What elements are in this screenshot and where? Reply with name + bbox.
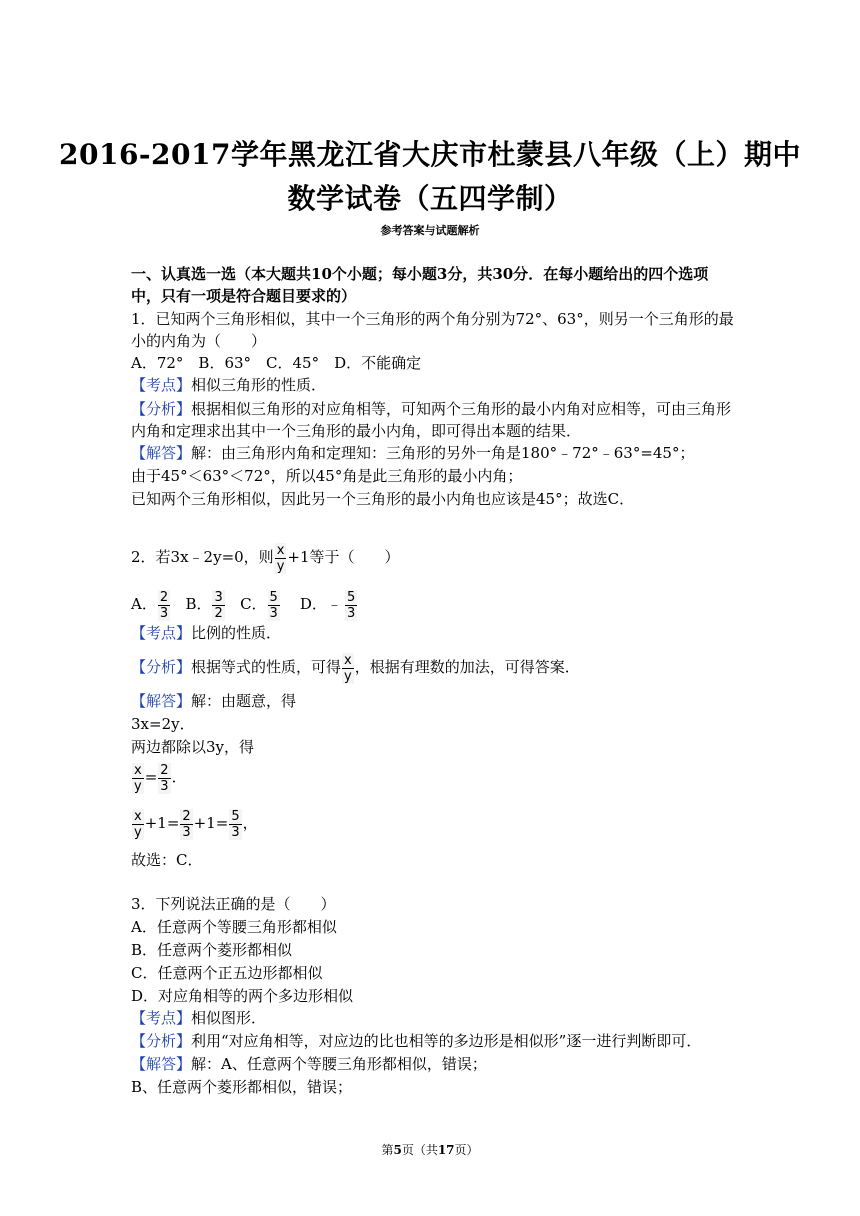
period: ． [171,768,187,786]
frac-numerator: x [134,762,142,778]
section-heading-line-1: 一、认真选一选（本大题共10个小题；每小题3分，共30分．在每小题给出的四个选项 [131,265,709,283]
fenxi-label: 【分析】 [131,400,192,418]
q2-stem [131,542,400,574]
q2-fenxi-b: ，根据有理数的加法，可得答案． [354,658,580,676]
q1-jieda-line-3: 已知两个三角形相似，因此另一个三角形的最小内角也应该是45°；故选C． [131,490,635,508]
q1-kaodian-text: 相似三角形的性质． [191,376,327,394]
fraction-x-over-y [342,653,354,684]
q3-option-b: B．任意两个菱形都相似 [131,941,293,959]
plus-one-equals: +1= [193,814,229,832]
frac-numerator: x [134,808,142,824]
q1-stem-line-1: 1．已知两个三角形相似，其中一个三角形的两个角分别为72°、63°，则另一个三角形的最 [131,310,734,328]
plus-one-equals: +1= [144,814,180,832]
frac-numerator: 5 [346,589,356,605]
q2-kaodian [131,623,281,643]
footer-page-number: 5 [393,1143,402,1157]
q3-kaodian [131,1008,266,1028]
fraction-3-over-2 [212,590,224,621]
q3-option-c: C．任意两个正五边形都相似 [131,964,323,982]
frac-denominator: 3 [346,605,356,621]
page-subtitle: 参考答案与试题解析 [380,224,480,237]
q1-jieda-text-1: 解：由三角形内角和定理知：三角形的另外一角是180°﹣72°﹣63°=45°； [191,444,695,462]
q1-fenxi-line-1 [131,399,731,419]
section-heading-line-2: 中，只有一项是符合题目要求的） [131,287,357,305]
frac-numerator: 5 [231,808,240,824]
q1-options: A．72° B．63° C．45° D．不能确定 [131,354,422,372]
jieda-label: 【解答】 [131,692,192,710]
frac-numerator: 2 [182,808,191,824]
q2-options [131,588,358,621]
q2-option-c-label: C． [240,595,267,613]
frac-numerator: 3 [214,589,223,605]
fraction-5-over-3 [229,809,241,840]
fenxi-label: 【分析】 [131,658,192,676]
q3-option-a: A．任意两个等腰三角形都相似 [131,918,337,936]
frac-numerator: 5 [269,589,278,605]
frac-denominator: y [344,668,352,684]
fraction-2-over-3 [180,809,192,840]
frac-denominator: y [134,778,142,794]
fraction-2-over-3 [158,590,170,621]
q1-stem-line-2: 小的内角为（ ） [131,332,267,350]
q2-fenxi-a: 根据等式的性质，可得 [191,658,342,676]
q3-jieda-line-1 [131,1054,487,1074]
q1-jieda-line-2: 由于45°＜63°＜72°，所以45°角是此三角形的最小内角； [131,467,523,485]
jieda-label: 【解答】 [131,1055,192,1073]
comma: ， [242,814,258,832]
footer-pre: 第 [381,1143,394,1157]
minus-sign: ﹣ [326,595,342,613]
page-title-line-2: 数学试卷（五四学制） [287,182,573,215]
footer-mid: 页（共 [401,1143,438,1157]
frac-denominator: y [134,824,142,840]
q1-fenxi-line-2: 内角和定理求出其中一个三角形的最小内角，即可得出本题的结果． [131,422,582,440]
frac-denominator: 3 [159,605,169,621]
q2-jieda-line-3: 两边都除以3y，得 [131,738,255,756]
q2-jieda-line-2: 3x=2y． [131,715,195,733]
page-title-line-1: 2016-2017学年黑龙江省大庆市杜蒙县八年级（上）期中 [59,138,801,171]
fenxi-label: 【分析】 [131,1032,192,1050]
frac-numerator: 2 [159,589,169,605]
frac-denominator: 3 [182,824,191,840]
kaodian-label: 【考点】 [131,376,192,394]
equals-sign: = [144,768,158,786]
fraction-x-over-y [275,543,287,574]
q3-kaodian-text: 相似图形． [191,1009,267,1027]
q2-equation-1 [131,760,187,794]
frac-numerator: x [344,652,352,668]
q2-kaodian-text: 比例的性质． [191,624,282,642]
footer-total-pages: 17 [437,1143,455,1157]
q2-jieda-line-1 [131,691,296,711]
jieda-label: 【解答】 [131,444,192,462]
q1-kaodian [131,375,326,395]
frac-denominator: 2 [214,605,223,621]
footer-post: 页） [454,1143,479,1157]
q3-jieda-text-1: 解：A、任意两个等腰三角形都相似，错误； [191,1055,487,1073]
q2-jieda-text-1: 解：由题意，得 [191,692,297,710]
frac-denominator: 3 [160,778,169,794]
q1-jieda-line-1 [131,443,694,463]
kaodian-label: 【考点】 [131,624,192,642]
fraction-5-over-3 [345,590,357,621]
frac-numerator: 2 [160,762,169,778]
frac-denominator: 3 [269,605,278,621]
frac-numerator: x [276,542,285,558]
q2-stem-a: 2．若3x﹣2y=0，则 [131,548,274,566]
q2-stem-b: +1等于（ ） [287,548,400,566]
q2-fenxi [131,652,580,684]
q2-choice: 故选：C． [131,851,203,869]
fraction-x-over-y [132,763,144,794]
fraction-5-over-3 [268,590,280,621]
q3-stem: 3．下列说法正确的是（ ） [131,895,336,913]
fraction-x-over-y [132,809,144,840]
fraction-2-over-3 [158,763,170,794]
q3-fenxi [131,1031,701,1051]
kaodian-label: 【考点】 [131,1009,192,1027]
frac-denominator: 3 [231,824,240,840]
q3-option-d: D．对应角相等的两个多边形相似 [131,987,354,1005]
q2-option-a-label: A． [131,595,157,613]
q3-jieda-line-2: B、任意两个菱形都相似，错误； [131,1078,353,1096]
page-footer [0,1141,860,1158]
q2-equation-2 [131,806,258,840]
frac-denominator: y [276,558,285,574]
q1-fenxi-text-1: 根据相似三角形的对应角相等，可知两个三角形的最小内角对应相等，可由三角形 [191,400,732,418]
q3-fenxi-text: 利用“对应角相等，对应边的比也相等的多边形是相似形”逐一进行判断即可． [191,1032,702,1050]
q2-option-d-label: D． [299,595,327,613]
q2-option-b-label: B． [185,595,212,613]
